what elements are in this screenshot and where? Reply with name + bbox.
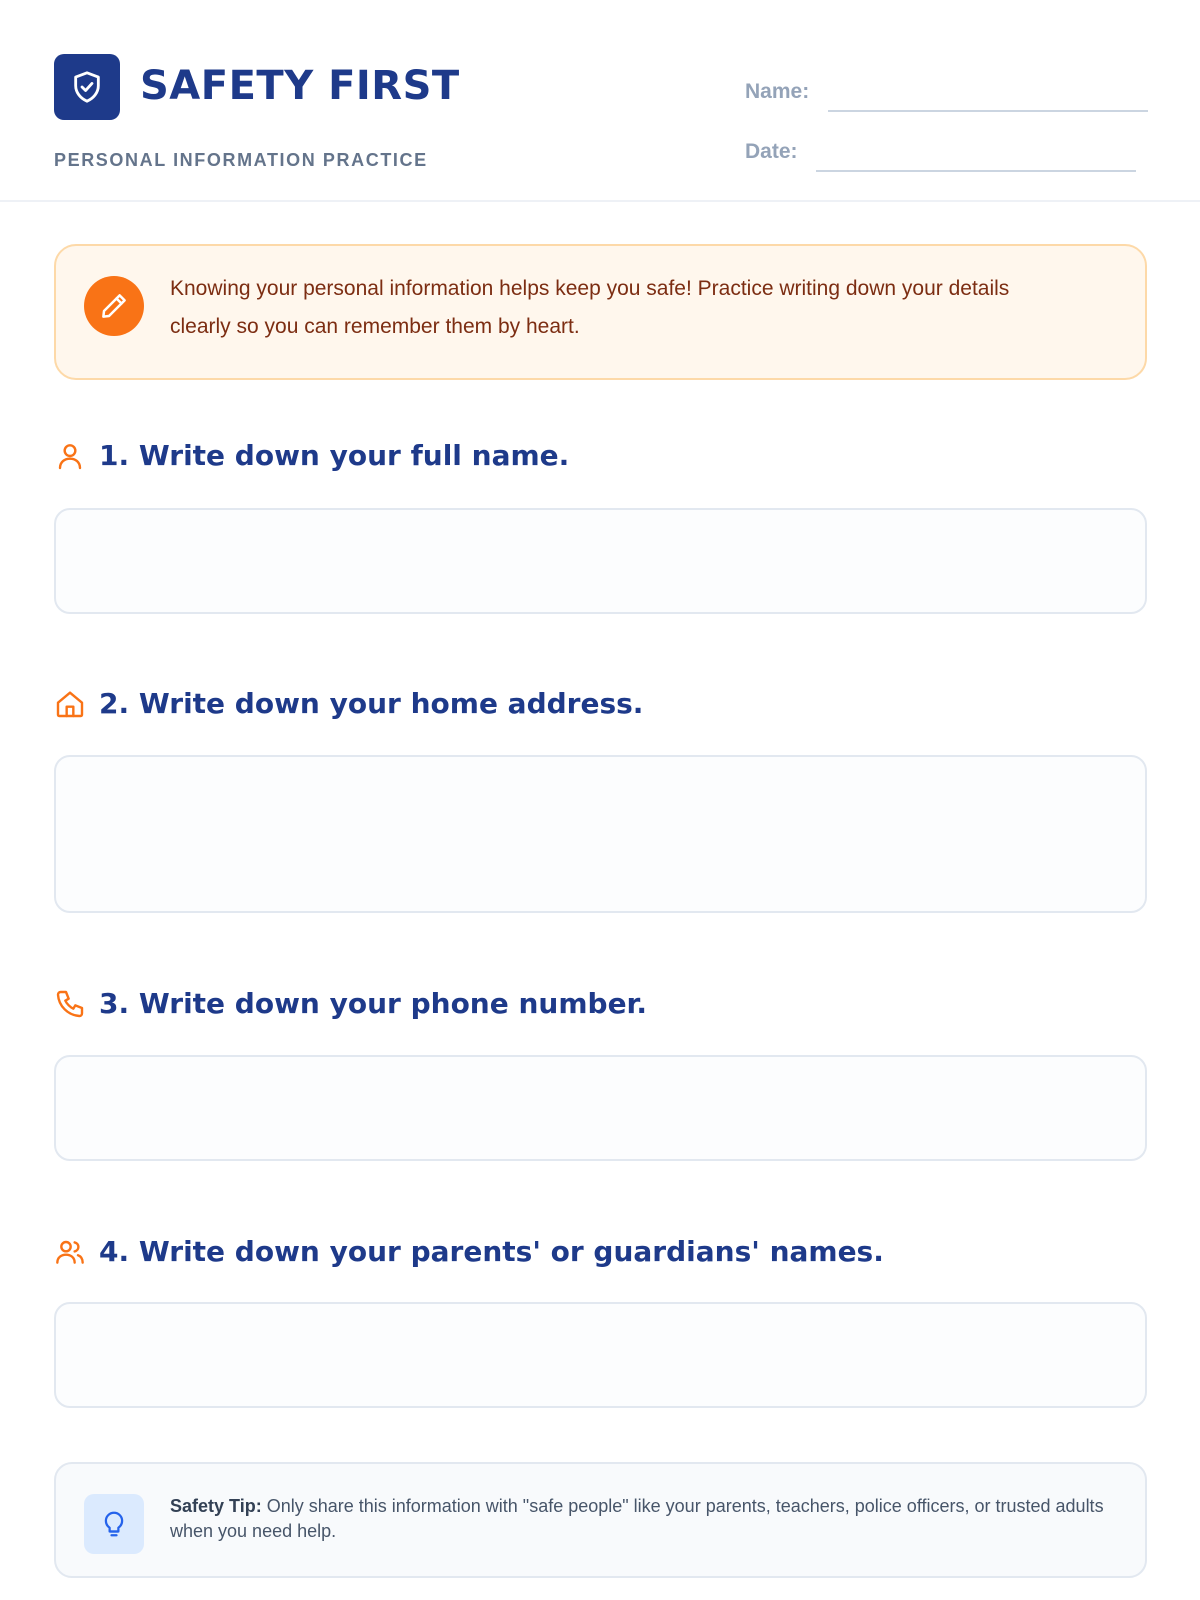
question-3-title: 3. Write down your phone number. [99,987,648,1020]
question-1-title: 1. Write down your full name. [99,439,570,472]
lightbulb-icon [99,1509,129,1539]
date-line[interactable] [816,170,1136,172]
date-label: Date: [745,140,798,163]
safety-tip-callout [54,1462,1147,1578]
intro-icon-badge [84,276,144,336]
home-icon [54,688,86,720]
intro-callout [54,244,1147,380]
person-icon [54,440,86,472]
safety-tip-body: Only share this information with "safe people" like your parents, teachers, police officers, or trusted adults when you need help. [170,1496,1104,1541]
pencil-icon [99,291,129,321]
intro-text: Knowing your personal information helps keep you safe! Practice writing down your details clearly so you can remember them by heart. [170,277,1010,338]
question-2-title: 2. Write down your home address. [99,687,644,720]
home-address-answer-box[interactable] [54,755,1147,913]
safety-tip-label: Safety Tip: [170,1496,262,1516]
full-name-answer-box[interactable] [54,508,1147,614]
name-line[interactable] [828,110,1148,112]
worksheet-subtitle: PERSONAL INFORMATION PRACTICE [54,150,428,170]
tip-icon-badge [84,1494,144,1554]
phone-number-answer-box[interactable] [54,1055,1147,1161]
people-icon [54,1236,86,1268]
question-4-title: 4. Write down your parents' or guardians' names. [99,1235,884,1268]
name-label: Name: [745,80,810,103]
safety-tip-text [170,1494,1120,1544]
brand-title: SAFETY FIRST [140,63,460,109]
worksheet-header [0,0,1200,202]
shield-icon [70,70,104,104]
guardians-names-answer-box[interactable] [54,1302,1147,1408]
phone-icon [54,988,86,1020]
logo-badge [54,54,120,120]
